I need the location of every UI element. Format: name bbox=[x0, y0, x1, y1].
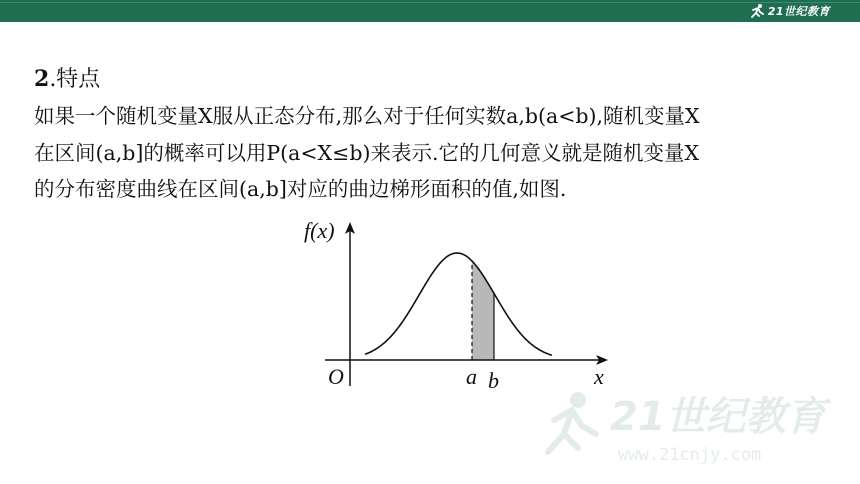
section-number: 2 bbox=[34, 66, 50, 92]
b-label: b bbox=[488, 368, 499, 393]
paragraph-line-2: 在区间(a,b]的概率可以用P(a<X≤b)来表示.它的几何意义就是随机变量X bbox=[34, 140, 700, 165]
watermark-logo bbox=[540, 380, 840, 470]
paragraph-line-1: 如果一个随机变量X服从正态分布,那么对于任何实数a,b(a<b),随机变量X bbox=[34, 104, 700, 128]
watermark-runner-icon bbox=[570, 392, 586, 408]
watermark-url: www.21cnjy.com bbox=[618, 445, 762, 465]
section-heading bbox=[34, 62, 100, 93]
a-label: a bbox=[466, 364, 477, 389]
density-curve bbox=[365, 253, 552, 355]
section-title: .特点 bbox=[49, 67, 101, 92]
normal-distribution-figure bbox=[290, 214, 620, 394]
x-axis-label: x bbox=[594, 364, 604, 389]
runner-logo-icon bbox=[749, 3, 765, 19]
y-axis-label: f(x) bbox=[304, 218, 335, 243]
paragraph-line-3: 的分布密度曲线在区间(a,b]对应的曲边梯形面积的值,如图. bbox=[34, 177, 567, 201]
top-banner bbox=[0, 0, 860, 22]
watermark-brand: 21世纪教育 bbox=[610, 394, 826, 440]
body-paragraph bbox=[34, 98, 834, 208]
origin-label: O bbox=[328, 364, 344, 389]
header-logo bbox=[749, 3, 830, 19]
header-brand-text: 21世纪教育 bbox=[767, 5, 830, 18]
top-banner-line bbox=[0, 2, 860, 3]
